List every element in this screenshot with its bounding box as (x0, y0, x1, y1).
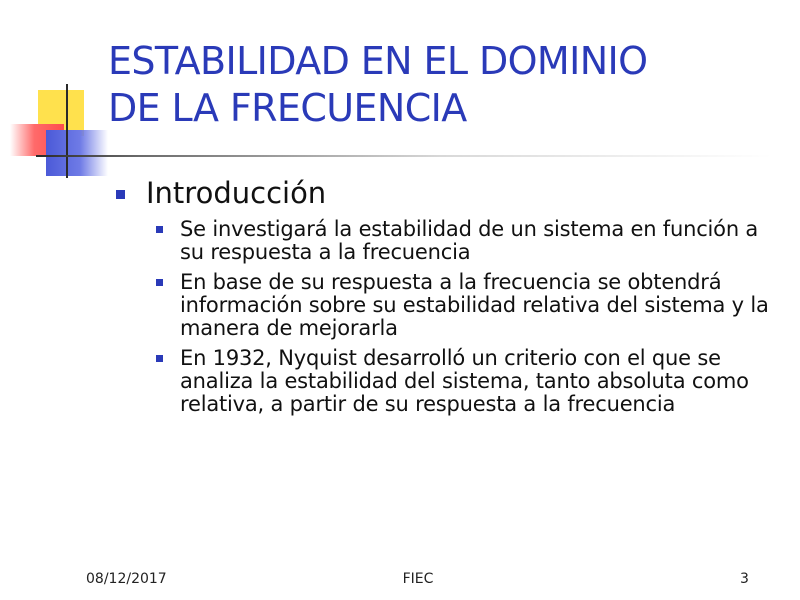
square-bullet-icon (156, 226, 163, 233)
title-underline (36, 155, 772, 157)
main-bullet-item (112, 174, 782, 212)
footer-date: 08/12/2017 (86, 571, 167, 587)
main-bullet-text: Introducción (146, 176, 327, 210)
square-bullet-icon (156, 355, 163, 362)
sub-bullet-item-3 (112, 347, 782, 416)
square-bullet-icon (116, 190, 125, 199)
logo-vertical-line (66, 84, 68, 178)
sub-bullet-text: En base de su respuesta a la frecuencia se obtendrá información sobre su estabilidad relativa del sistema y la manera de mejorarla (180, 270, 769, 340)
sub-bullet-text: En 1932, Nyquist desarrolló un criterio con el que se analiza la estabilidad del sistema, tanto absoluta como relativa, a partir de su respuesta a la frecuencia (180, 346, 749, 416)
slide-title-line-2: DE LA FRECUENCIA (108, 86, 467, 130)
square-bullet-icon (156, 279, 163, 286)
sub-bullet-item-1 (112, 218, 782, 264)
sub-bullet-item-2 (112, 271, 782, 340)
slide-title-line-1: ESTABILIDAD EN EL DOMINIO (108, 39, 648, 83)
footer-page-number: 3 (740, 571, 749, 587)
slide-content (112, 174, 782, 423)
sub-bullet-list (112, 218, 782, 416)
sub-bullet-text: Se investigará la estabilidad de un sistema en función a su respuesta a la frecuencia (180, 217, 759, 264)
logo-blue-square (46, 130, 108, 176)
footer-center-text: FIEC (402, 571, 434, 587)
slide-title (108, 38, 788, 132)
